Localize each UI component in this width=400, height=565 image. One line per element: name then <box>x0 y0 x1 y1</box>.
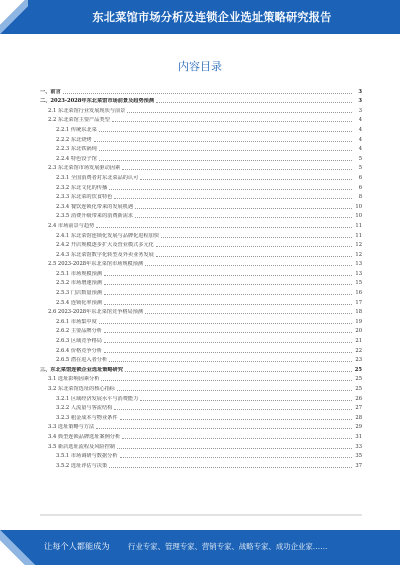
toc-entry-title: 2.5.1 市场规模预测 <box>56 270 102 277</box>
toc-entry[interactable] <box>40 451 362 461</box>
toc-entry-title: 2.1 东北菜馆行业发展现状与前景 <box>48 107 126 114</box>
toc-entry-page: 6 <box>358 184 362 191</box>
toc-entry-title: 2.5.2 市场增速预测 <box>56 280 102 287</box>
toc-entry[interactable] <box>40 220 362 230</box>
toc-entry-page: 3 <box>358 98 362 105</box>
toc-entry-title: 3.2.3 租金成本与物业条件 <box>56 414 118 421</box>
toc-entry-page: 33 <box>355 443 362 450</box>
toc-entry-title: 2.2.3 东北铁锅炖 <box>56 146 97 153</box>
toc-entry[interactable] <box>40 287 362 297</box>
toc-entry[interactable] <box>40 316 362 326</box>
toc-leader-dots <box>135 207 352 209</box>
toc-entry-title: 二、2023-2028年东北菜馆市场前景及趋势预测 <box>40 98 155 105</box>
toc-entry[interactable] <box>40 134 362 144</box>
toc-entry-page: 13 <box>355 261 362 268</box>
toc-leader-dots <box>101 379 352 381</box>
toc-entry-title: 2.4.2 开店规模逐步扩大及营业模式多元化 <box>56 242 154 249</box>
toc-entry-page: 29 <box>355 424 362 431</box>
toc-entry-page: 20 <box>355 328 362 335</box>
toc-entry[interactable] <box>40 163 362 173</box>
toc-entry[interactable] <box>40 460 362 470</box>
toc-entry[interactable] <box>40 115 362 125</box>
toc-entry-page: 4 <box>358 117 362 124</box>
toc-entry-title: 2.4.1 东北菜馆连锁化发展与品牌化进程加快 <box>56 232 160 239</box>
header-corner-decoration <box>0 0 28 34</box>
toc-leader-dots <box>99 149 352 151</box>
toc-entry[interactable] <box>40 422 362 432</box>
toc-entry-page: 22 <box>355 347 362 354</box>
toc-entry-title: 3.2.2 人流量与客流结构 <box>56 405 113 412</box>
toc-entry[interactable] <box>40 403 362 413</box>
toc-entry-title: 2.4 市场前景与趋势 <box>48 222 95 229</box>
toc-entry-title: 2.5.4 连锁化率预测 <box>56 299 102 306</box>
table-of-contents <box>40 86 362 470</box>
toc-entry-page: 26 <box>355 395 362 402</box>
toc-leader-dots <box>109 360 352 362</box>
toc-leader-dots <box>122 437 352 439</box>
toc-leader-dots <box>104 351 352 353</box>
toc-entry-title: 2.2.1 传统东北菜 <box>56 126 97 133</box>
toc-entry[interactable] <box>40 307 362 317</box>
toc-entry-page: 8 <box>358 194 362 201</box>
toc-entry-title: 3.5.2 选址评估与决策 <box>56 462 108 469</box>
toc-entry[interactable] <box>40 297 362 307</box>
toc-leader-dots <box>63 92 352 94</box>
toc-entry[interactable] <box>40 144 362 154</box>
toc-entry-title: 3.5.1 市场调研与数据分析 <box>56 453 118 460</box>
toc-entry-page: 3 <box>358 88 362 95</box>
toc-entry-title: 3.1 选址影响因素分析 <box>48 376 100 383</box>
toc-leader-dots <box>120 456 352 458</box>
toc-leader-dots <box>99 130 352 132</box>
toc-entry-page: 5 <box>358 165 362 172</box>
toc-entry[interactable] <box>40 393 362 403</box>
toc-entry[interactable] <box>40 355 362 365</box>
toc-entry[interactable] <box>40 182 362 192</box>
toc-entry-title: 2.5.3 门店数量预测 <box>56 290 102 297</box>
toc-leader-dots <box>117 447 352 449</box>
toc-leader-dots <box>161 236 352 238</box>
toc-entry-page: 12 <box>355 251 362 258</box>
toc-leader-dots <box>96 427 352 429</box>
toc-entry[interactable] <box>40 192 362 202</box>
toc-entry[interactable] <box>40 201 362 211</box>
toc-entry-title: 2.5 2023-2028年东北菜馆市场规模预测 <box>48 261 144 268</box>
toc-entry-title: 3.4 典型连锁品牌选址案例分析 <box>48 433 121 440</box>
toc-entry-page: 10 <box>355 213 362 220</box>
toc-entry-title: 2.6.5 潜在进入者分析 <box>56 357 108 364</box>
toc-entry[interactable] <box>40 268 362 278</box>
toc-entry[interactable] <box>40 441 362 451</box>
toc-leader-dots <box>99 322 352 324</box>
toc-leader-dots <box>156 245 352 247</box>
toc-entry[interactable] <box>40 412 362 422</box>
toc-entry-title: 2.3.2 东北文化的传播 <box>56 184 108 191</box>
toc-leader-dots <box>122 168 352 170</box>
footer-banner <box>0 530 400 565</box>
toc-entry-title: 2.2 东北菜馆主要产品类型 <box>48 117 110 124</box>
toc-entry-page: 25 <box>354 366 362 373</box>
toc-entry-page: 25 <box>355 386 362 392</box>
toc-leader-dots <box>112 120 352 122</box>
toc-entry-title: 2.3.5 消费升级带来的消费新需求 <box>56 213 134 220</box>
toc-entry-page: 37 <box>355 462 362 469</box>
toc-leader-dots <box>104 274 352 276</box>
toc-entry-title: 2.6 2023-2028年东北菜馆竞争格局预测 <box>48 309 144 316</box>
toc-entry[interactable] <box>40 374 362 384</box>
toc-leader-dots <box>104 331 352 333</box>
toc-entry[interactable] <box>40 86 362 96</box>
toc-entry[interactable] <box>40 96 362 106</box>
toc-leader-dots <box>120 418 352 420</box>
toc-leader-dots <box>140 178 352 180</box>
toc-entry[interactable] <box>40 383 362 393</box>
toc-entry[interactable] <box>40 364 362 374</box>
toc-entry-title: 2.6.3 区域竞争格局 <box>56 338 102 345</box>
toc-entry-page: 11 <box>355 232 362 239</box>
toc-entry-title: 2.6.1 市场集中度 <box>56 318 97 325</box>
toc-leader-dots <box>109 188 352 190</box>
toc-leader-dots <box>104 283 352 285</box>
toc-entry-title: 2.3 东北菜馆市场发展驱动因素 <box>48 165 121 172</box>
toc-entry-page: 10 <box>355 203 362 210</box>
toc-entry-title: 3.3 选址策略与方法 <box>48 424 95 431</box>
footer-corner-decoration <box>0 530 36 565</box>
toc-leader-dots <box>117 389 352 391</box>
toc-title: 内容目录 <box>178 60 222 73</box>
toc-leader-dots <box>109 466 352 468</box>
toc-entry[interactable] <box>40 172 362 182</box>
footer-slogan-left: 让每个人都能成为 <box>44 541 110 551</box>
toc-entry[interactable] <box>40 211 362 221</box>
toc-leader-dots <box>145 312 352 314</box>
toc-entry[interactable] <box>40 259 362 269</box>
toc-entry-page: 28 <box>355 414 362 421</box>
divider <box>40 514 362 516</box>
toc-entry-page: 19 <box>355 318 362 325</box>
toc-entry-page: 13 <box>355 270 362 277</box>
toc-entry-page: 15 <box>355 280 362 287</box>
toc-entry[interactable] <box>40 278 362 288</box>
toc-entry-page: 16 <box>355 290 362 297</box>
toc-leader-dots <box>125 370 352 372</box>
toc-entry[interactable] <box>40 105 362 115</box>
toc-entry-title: 2.2.2 东北烧烤 <box>56 136 92 143</box>
toc-leader-dots <box>135 216 352 218</box>
toc-entry-page: 4 <box>358 126 362 133</box>
toc-leader-dots <box>114 197 352 199</box>
report-title: 东北菜馆市场分析及连锁企业选址策略研究报告 <box>92 11 332 24</box>
toc-entry[interactable] <box>40 240 362 250</box>
toc-entry-page: 3 <box>358 107 362 114</box>
toc-entry-page: 31 <box>355 433 362 440</box>
toc-entry-title: 一、前言 <box>40 88 61 95</box>
toc-leader-dots <box>99 159 352 161</box>
toc-entry-page: 6 <box>358 174 362 181</box>
toc-entry-page: 23 <box>355 357 362 364</box>
toc-entry-page: 12 <box>355 242 362 249</box>
toc-leader-dots <box>145 264 352 266</box>
toc-entry-page: 18 <box>355 309 362 316</box>
toc-entry-title: 3.2 东北菜馆选址的核心指标 <box>48 386 115 392</box>
toc-entry-page: 27 <box>355 405 362 412</box>
toc-entry-page: 25 <box>355 376 362 383</box>
toc-entry-page: 21 <box>355 338 362 345</box>
toc-entry[interactable] <box>40 335 362 345</box>
toc-entry-title: 3.5 新店选址流程及风险控制 <box>48 443 115 450</box>
toc-entry-page: 17 <box>355 299 362 306</box>
toc-leader-dots <box>94 140 352 142</box>
toc-entry-page: 5 <box>358 155 362 162</box>
toc-entry[interactable] <box>40 230 362 240</box>
toc-leader-dots <box>114 408 352 410</box>
toc-leader-dots <box>156 255 352 257</box>
toc-entry-title: 2.6.4 价格竞争分析 <box>56 347 102 354</box>
footer-slogan-right: 行业专家、管理专家、营销专家、战略专家、成功企业家…… <box>128 542 328 551</box>
toc-entry-title: 2.6.2 主要品牌分析 <box>56 328 102 335</box>
toc-entry-page: 4 <box>358 146 362 153</box>
toc-entry[interactable] <box>40 326 362 336</box>
toc-entry-page: 35 <box>355 453 362 460</box>
toc-entry-title: 2.4.3 东北菜馆数字化转型及外卖业务发展 <box>56 251 154 258</box>
toc-entry-title: 2.3.1 全国消费者对东北菜品的认可 <box>56 174 139 181</box>
toc-entry-title: 2.3.4 餐饮连锁化带来的发展机遇 <box>56 203 134 210</box>
toc-leader-dots <box>156 101 352 103</box>
toc-entry-page: 11 <box>355 222 362 229</box>
toc-leader-dots <box>104 293 352 295</box>
toc-entry-page: 4 <box>358 136 362 143</box>
toc-leader-dots <box>104 341 352 343</box>
toc-leader-dots <box>140 399 352 401</box>
toc-entry[interactable] <box>40 345 362 355</box>
toc-entry-title: 3.2.1 区域经济发展水平与消费能力 <box>56 395 139 402</box>
header-banner <box>0 0 400 34</box>
toc-entry-title: 2.3.3 东北菜的饮食特色 <box>56 194 113 201</box>
toc-leader-dots <box>96 226 352 228</box>
toc-entry-title: 2.2.4 特色饺子馆 <box>56 155 97 162</box>
toc-leader-dots <box>104 303 352 305</box>
toc-entry[interactable] <box>40 431 362 441</box>
toc-entry-title: 三、东北菜馆连锁企业选址策略研究 <box>40 366 124 373</box>
toc-leader-dots <box>127 111 352 113</box>
toc-entry[interactable] <box>40 153 362 163</box>
toc-entry[interactable] <box>40 249 362 259</box>
toc-entry[interactable] <box>40 124 362 134</box>
